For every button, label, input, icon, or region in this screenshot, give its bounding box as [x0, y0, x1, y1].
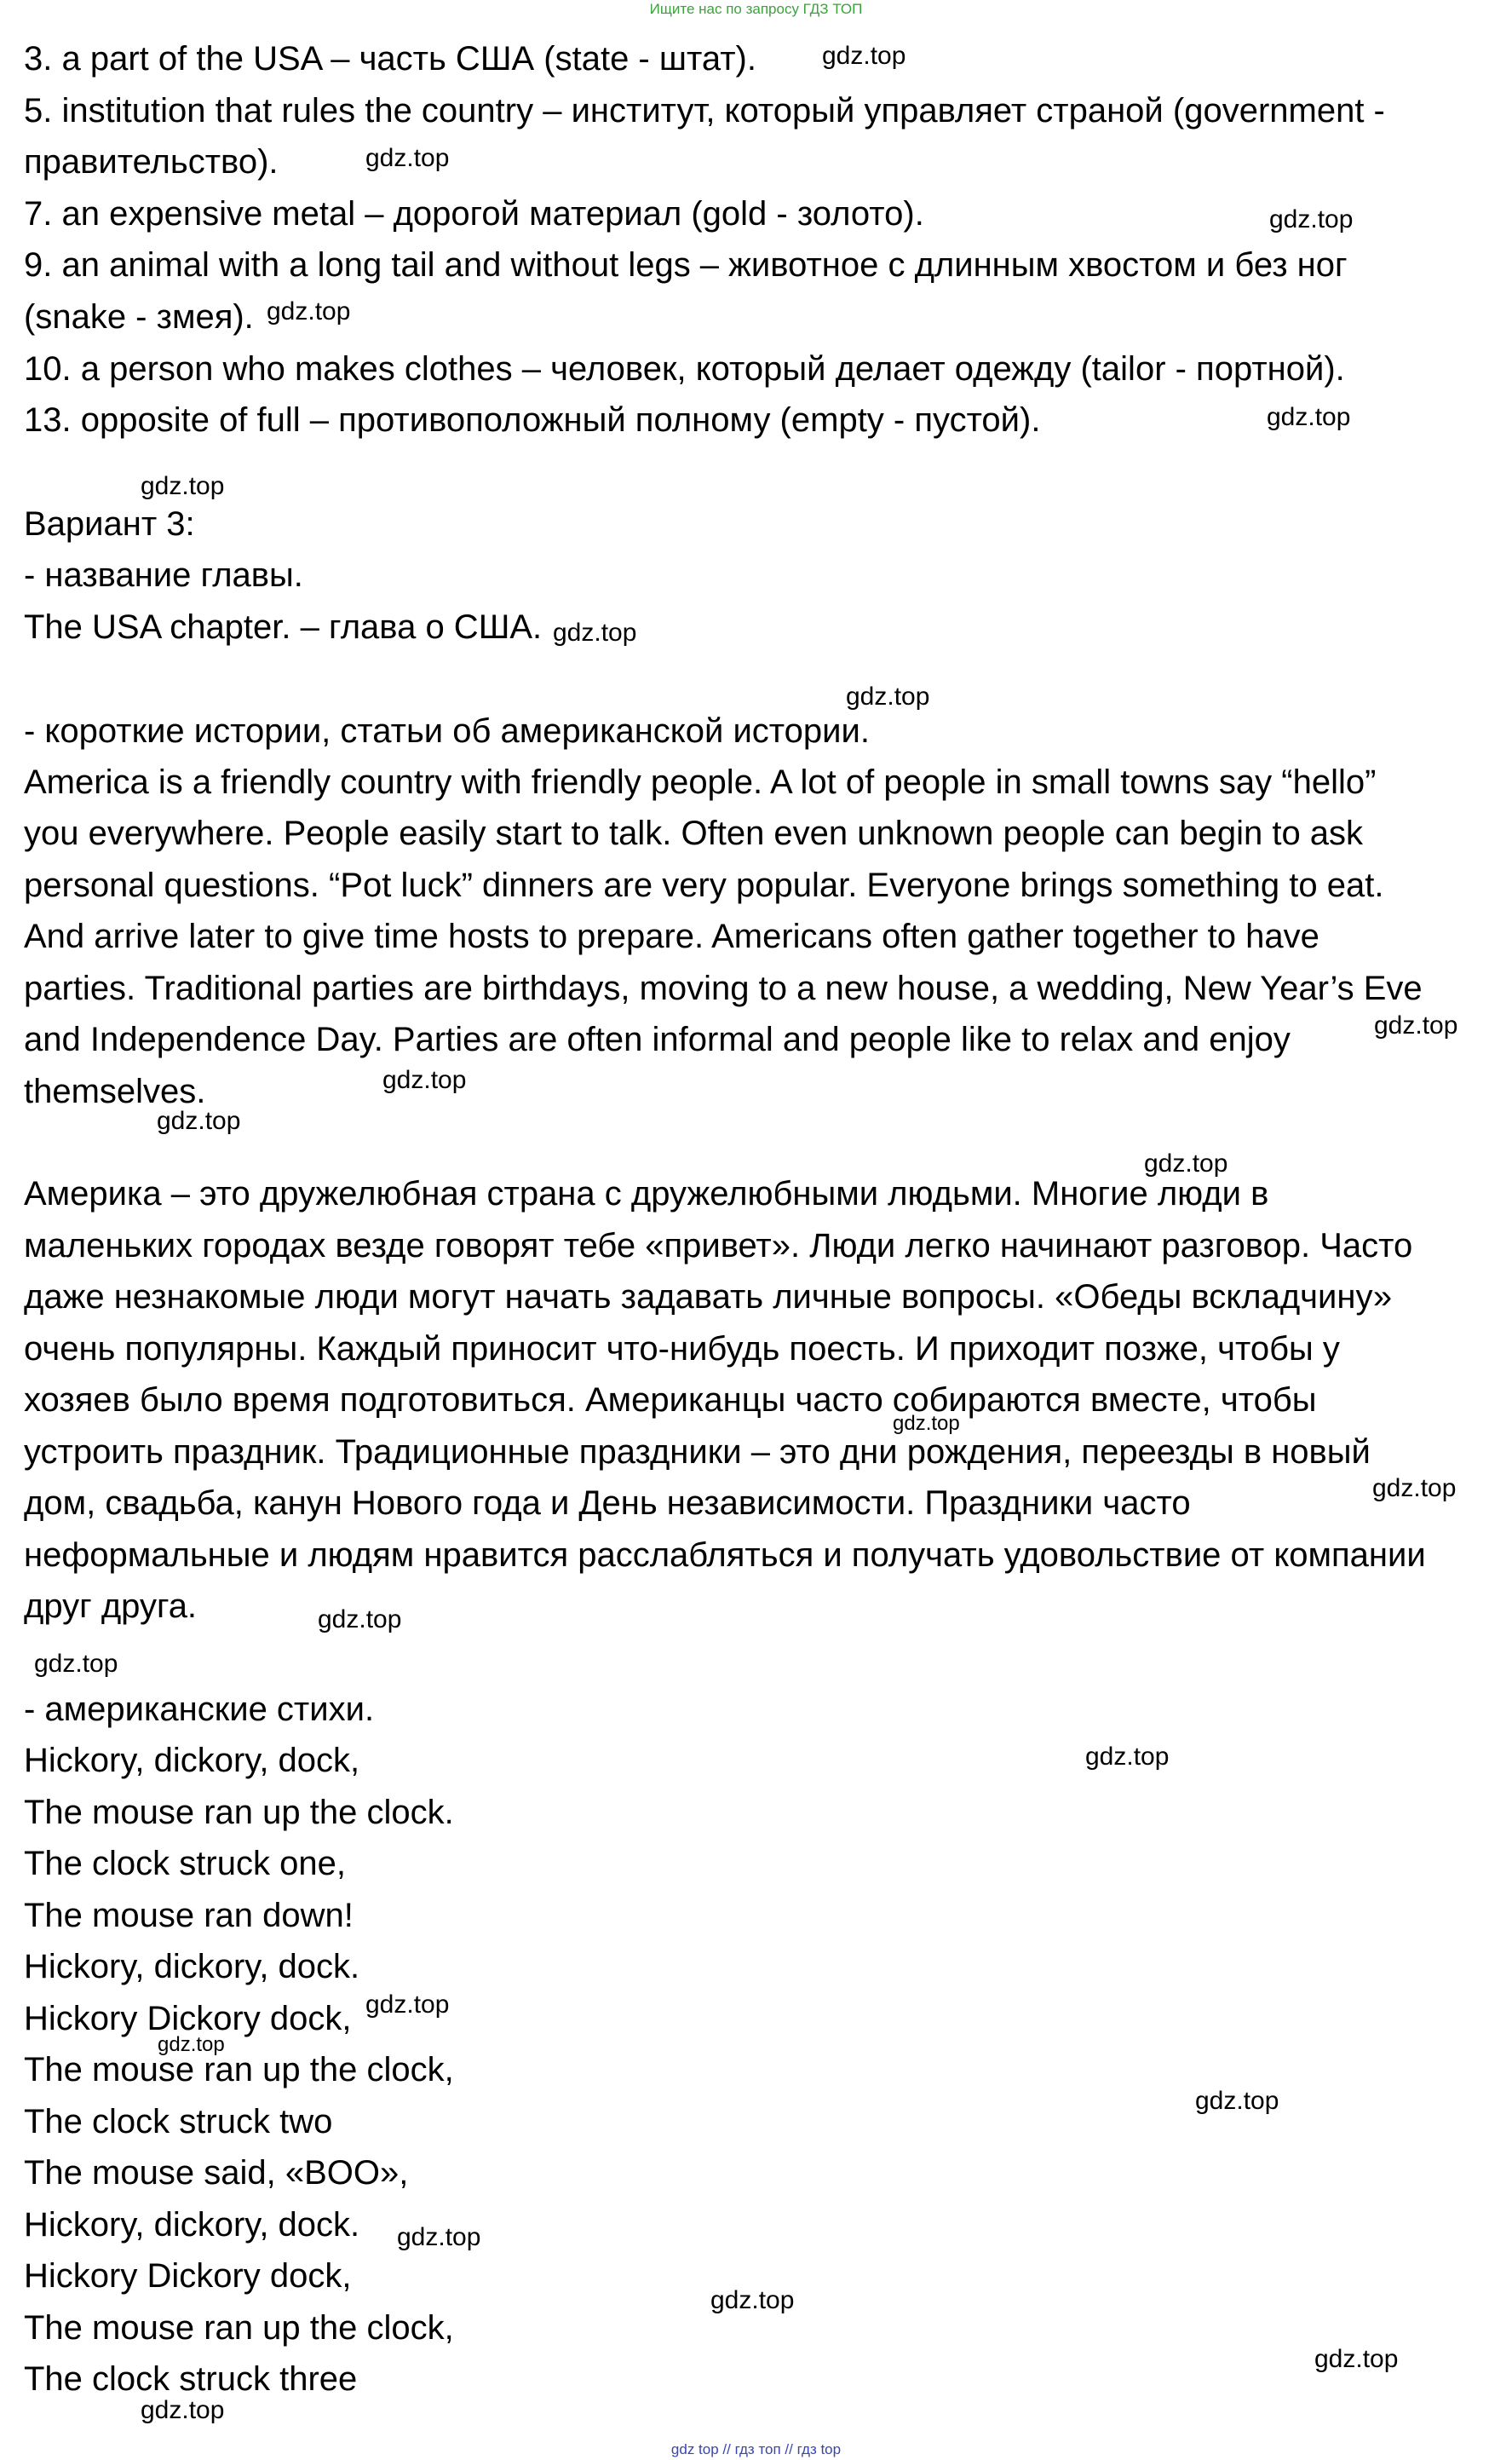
text-line: 5. institution that rules the country – институт, который управляет страной (government - — [24, 92, 1385, 130]
paragraph-line: parties. Traditional parties are birthdays, moving to a new house, a wedding, New Year’s Eve — [24, 970, 1423, 1007]
paragraph-line: хозяев было время подготовиться. Американцы часто собираются вместе, чтобы — [24, 1381, 1317, 1419]
text-line: 3. a part of the USA – часть США (state - штат). — [24, 40, 756, 78]
poem-line: Hickory, dickory, dock. — [24, 1948, 360, 1985]
paragraph-line: America is a friendly country with friendly people. A lot of people in small towns say “hello” — [24, 763, 1377, 801]
watermark: gdz.top — [1372, 1474, 1457, 1502]
paragraph-line: themselves. — [24, 1073, 206, 1110]
paragraph-line: you everywhere. People easily start to talk. Often even unknown people can begin to ask — [24, 815, 1364, 852]
watermark: gdz.top — [34, 1650, 118, 1678]
watermark: gdz.top — [1267, 403, 1351, 431]
watermark: gdz.top — [267, 297, 351, 326]
watermark: gdz.top — [365, 144, 450, 172]
watermark: gdz.top — [397, 2223, 481, 2251]
top-banner: Ищите нас по запросу ГДЗ ТОП — [649, 1, 863, 17]
watermark: gdz.top — [822, 42, 906, 70]
poem-line: Hickory Dickory dock, — [24, 2000, 352, 2037]
footer: gdz top // гдз топ // гдз top — [670, 2441, 842, 2457]
paragraph-line: дом, свадьба, канун Нового года и День независимости. Праздники часто — [24, 1484, 1191, 1522]
watermark: gdz.top — [141, 472, 225, 500]
poem-line: Hickory, dickory, dock, — [24, 1742, 360, 1779]
watermark: gdz.top — [553, 619, 637, 647]
paragraph-line: даже незнакомые люди могут начать задавать личные вопросы. «Обеды вскладчину» — [24, 1278, 1393, 1316]
watermark: gdz.top — [1195, 2087, 1279, 2115]
text-line: 10. a person who makes clothes – человек, который делает одежду (tailor - портной). — [24, 350, 1345, 388]
watermark: gdz.top — [382, 1066, 467, 1094]
paragraph-line: маленьких городах везде говорят тебе «привет». Люди легко начинают разговор. Часто — [24, 1227, 1413, 1265]
text-line: 9. an animal with a long tail and without legs – животное с длинным хвостом и без ног — [24, 246, 1348, 284]
watermark: gdz.top — [1085, 1743, 1170, 1771]
watermark: gdz.top — [893, 1412, 960, 1435]
text-line: - американские стихи. — [24, 1691, 375, 1728]
text-line: - короткие истории, статьи об американской истории. — [24, 712, 870, 750]
watermark: gdz.top — [1374, 1011, 1458, 1040]
watermark: gdz.top — [1144, 1149, 1228, 1178]
watermark: gdz.top — [141, 2396, 225, 2424]
poem-line: The mouse ran down! — [24, 1897, 354, 1934]
text-line: (snake - змея). — [24, 298, 254, 336]
poem-line: The mouse said, «BOO», — [24, 2154, 409, 2192]
watermark: gdz.top — [365, 1990, 450, 2019]
poem-line: Hickory, dickory, dock. — [24, 2206, 360, 2244]
paragraph-line: and Independence Day. Parties are often informal and people like to relax and enjoy — [24, 1021, 1291, 1058]
text-line: - название главы. — [24, 556, 303, 594]
poem-line: The clock struck three — [24, 2360, 358, 2398]
text-line: The USA chapter. – глава о США. — [24, 608, 543, 646]
paragraph-line: устроить праздник. Традиционные праздники – это дни рождения, переезды в новый — [24, 1433, 1371, 1471]
watermark: gdz.top — [157, 1107, 241, 1135]
paragraph-line: друг друга. — [24, 1587, 198, 1625]
paragraph-line: неформальные и людям нравится расслабляться и получать удовольствие от компании — [24, 1536, 1426, 1574]
paragraph-line: personal questions. “Pot luck” dinners are very popular. Everyone brings something to eat. — [24, 867, 1384, 904]
text-line: правительство). — [24, 143, 279, 181]
paragraph-line: Америка – это дружелюбная страна с дружелюбными людьми. Многие люди в — [24, 1175, 1269, 1213]
poem-line: The clock struck two — [24, 2103, 333, 2140]
poem-line: The clock struck one, — [24, 1845, 346, 1882]
watermark: gdz.top — [1269, 205, 1354, 233]
watermark: gdz.top — [158, 2033, 225, 2056]
poem-line: Hickory Dickory dock, — [24, 2257, 352, 2295]
poem-line: The mouse ran up the clock, — [24, 2309, 454, 2347]
watermark: gdz.top — [710, 2286, 795, 2314]
text-line: 13. opposite of full – противоположный полному (empty - пустой). — [24, 401, 1041, 439]
text-line: 7. an expensive metal – дорогой материал (gold - золото). — [24, 195, 924, 233]
watermark: gdz.top — [1314, 2345, 1399, 2373]
paragraph-line: очень популярны. Каждый приносит что-нибудь поесть. И приходит позже, чтобы у — [24, 1330, 1340, 1368]
section-heading: Вариант 3: — [24, 505, 195, 543]
paragraph-line: And arrive later to give time hosts to prepare. Americans often gather together to have — [24, 918, 1319, 955]
watermark: gdz.top — [318, 1605, 402, 1633]
poem-line: The mouse ran up the clock, — [24, 2051, 454, 2088]
watermark: gdz.top — [846, 683, 930, 711]
poem-line: The mouse ran up the clock. — [24, 1794, 454, 1831]
